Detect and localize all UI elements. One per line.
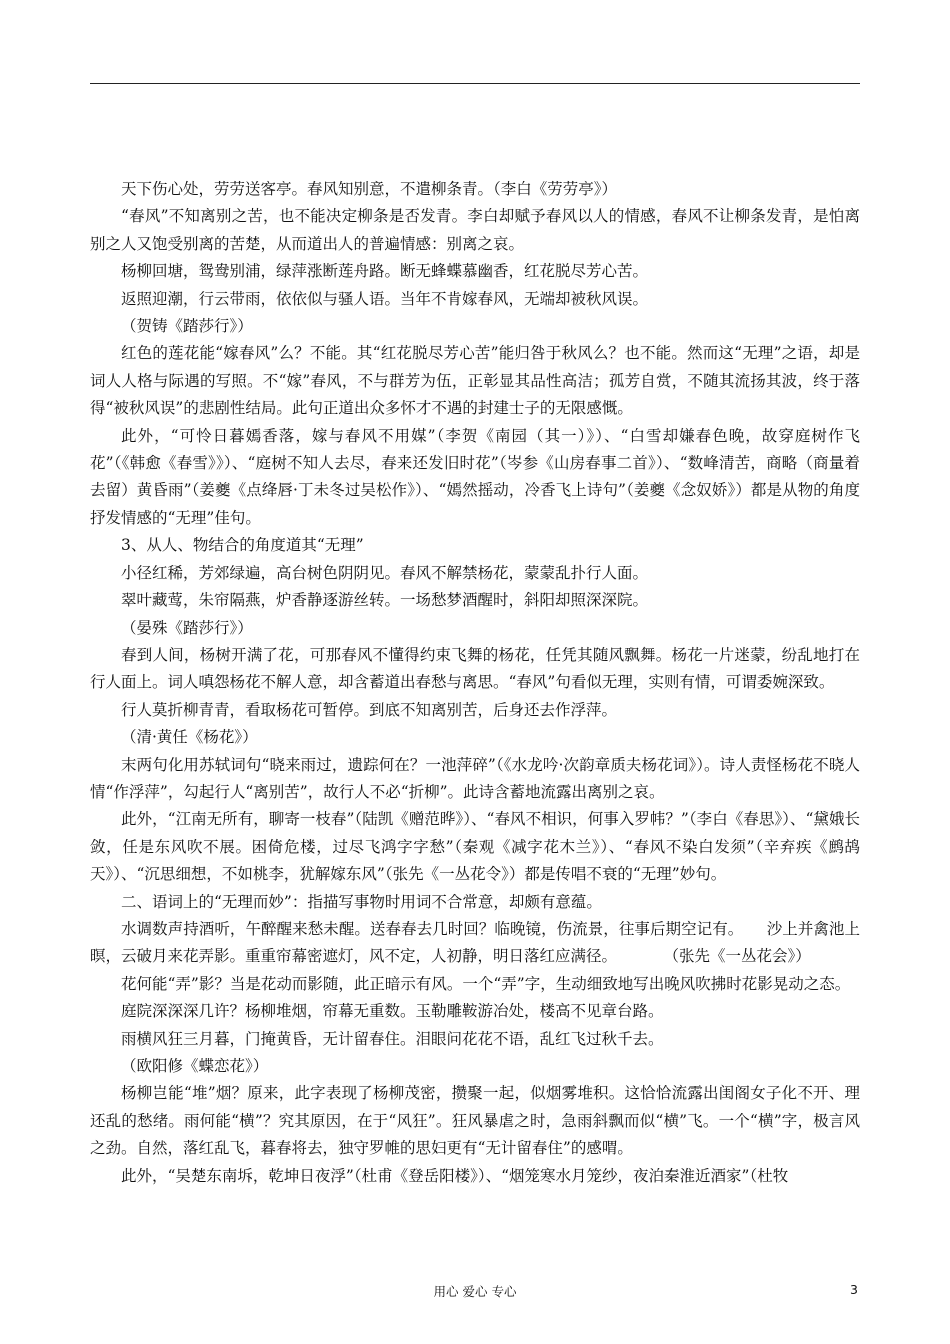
footer-text: 用心 爱心 专心 <box>433 1284 517 1299</box>
paragraph: 春到人间，杨树开满了花，可那春风不懂得约束飞舞的杨花，任凭其随风飘舞。杨花一片迷蒙，纷乱地打在行人面上。词人嗔怨杨花不解人意，却含蓄道出春愁与离思。“春风”句看似无理，实则有情，可谓委婉深致。 <box>90 645 860 692</box>
page-footer <box>0 1282 950 1302</box>
paragraph: 杨柳岂能“堆”烟？原来，此字表现了杨柳茂密，攒聚一起，似烟雾堆积。这恰恰流露出闺阁女子化不开、理还乱的愁绪。雨何能“横”？究其原因，在于“风狂”。狂风暴虐之时，急雨斜飘而似“横”飞。一个“横”字，极言风之劲。自然，落红乱飞，暮春将去，独守罗帷的思妇更有“无计留春住”的感喟。 <box>90 1084 860 1158</box>
paragraph: 此外，“可怜日暮嫣香落，嫁与春风不用媒”（李贺《南园（其一）》）、“白雪却嫌春色晚，故穿庭树作飞花”（《韩愈《春雪》》）、“庭树不知人去尽，春来还发旧时花”（岑参《山房春事二首》）、“数峰清苦，商略（商量着去留）黄昏雨”（姜夔《点绛唇·丁未冬过吴松作》）、“嫣然摇动，冷香飞上诗句”（姜夔《念奴娇》）都是从物的角度抒发情感的“无理”佳句。 <box>90 426 860 527</box>
paragraph: 此外，“吴楚东南坼，乾坤日夜浮”（杜甫《登岳阳楼》）、“烟笼寒水月笼纱，夜泊秦淮近酒家”（杜牧 <box>121 1166 789 1185</box>
poem-line: 杨柳回塘，鸳鸯别浦，绿萍涨断莲舟路。断无蜂蝶慕幽香，红花脱尽芳心苦。 <box>121 262 649 281</box>
poem-attribution: （贺铸《踏莎行》） <box>121 317 253 336</box>
poem-line: 雨横风狂三月暮，门掩黄昏，无计留春住。泪眼问花花不语，乱红飞过秋千去。 <box>121 1029 664 1048</box>
poem-line: 庭院深深深几许？杨柳堆烟，帘幕无重数。玉勒雕鞍游冶处，楼高不见章台路。 <box>121 1002 664 1021</box>
poem-block: 水调数声持酒听，午醉醒来愁未醒。送春春去几时回？临晚镜，伤流景，往事后期空记有。 沙上并禽池上暝，云破月来花弄影。重重帘幕密遮灯，风不定，人初静，明日落红应满径。 （张先《一丛花会》） <box>90 919 860 966</box>
page-number: 3 <box>850 1282 858 1297</box>
poem-attribution: （清·黄任《杨花》） <box>121 728 258 747</box>
header-rule <box>90 83 860 84</box>
paragraph: “春风”不知离别之苦，也不能决定柳条是否发青。李白却赋予春风以人的情感，春风不让柳条发青，是怕离别之人又饱受别离的苦楚，从而道出人的普遍情感：别离之哀。 <box>90 207 860 253</box>
poem-attribution: （晏殊《踏莎行》） <box>121 618 253 637</box>
paragraph: 红色的莲花能“嫁春风”么？不能。其“红花脱尽芳心苦”能归咎于秋风么？也不能。然而这“无理”之语，却是词人人格与际遇的写照。不“嫁”春风，不与群芳为伍，正彰显其品性高洁；孤芳自赏，不随其流扬其波，终于落得“被秋风误”的悲剧性结局。此句正道出众多怀才不遇的封建士子的无限感慨。 <box>90 344 860 418</box>
poem-attribution: （欧阳修《蝶恋花》） <box>121 1057 269 1075</box>
poem-line: 行人莫折柳青青，看取杨花可暂停。到底不知离别苦，后身还去作浮萍。 <box>121 700 618 719</box>
section-heading: 3、从人、物结合的角度道其“无理” <box>121 536 364 555</box>
paragraph: 天下伤心处，劳劳送客亭。春风知别意，不遣柳条青。（李白《劳劳亭》） <box>121 180 618 198</box>
document-body <box>90 176 860 1190</box>
paragraph: 末两句化用苏轼词句“晓来雨过，遗踪何在？一池萍碎”（《水龙吟·次韵章质夫杨花词》）。诗人责怪杨花不晓人情“作浮萍”，勾起行人“离别苦”，故行人不必“折柳”。此诗含蓄地流露出离别之哀。 <box>90 755 860 801</box>
poem-line: 小径红稀，芳郊绿遍，高台树色阴阴见。春风不解禁杨花，蒙蒙乱扑行人面。 <box>121 563 649 582</box>
paragraph: 花何能“弄”影？当是花动而影随，此正暗示有风。一个“弄”字，生动细致地写出晚风吹拂时花影晃动之态。 <box>121 974 851 993</box>
section-heading: 二、语词上的“无理而妙”：指描写事物时用词不合常意，却颇有意蕴。 <box>121 892 602 911</box>
paragraph: 此外，“江南无所有，聊寄一枝春”（陆凯《赠范晔》）、“春风不相识，何事入罗帏？”（李白《春思》）、“黛娥长敛，任是东风吹不展。困倚危楼，过尽飞鸿字字愁”（秦观《减字花木兰》）、“春风不染白发须”（辛弃疾《鹧鸪天》）、“沉思细想，不如桃李，犹解嫁东风”（张先《一丛花令》）都是传唱不衰的“无理”妙句。 <box>90 810 860 884</box>
poem-line: 翠叶藏莺，朱帘隔燕，炉香静逐游丝转。一场愁梦酒醒时，斜阳却照深深院。 <box>121 591 649 610</box>
poem-line: 返照迎潮，行云带雨，依依似与骚人语。当年不肯嫁春风，无端却被秋风误。 <box>121 289 649 308</box>
